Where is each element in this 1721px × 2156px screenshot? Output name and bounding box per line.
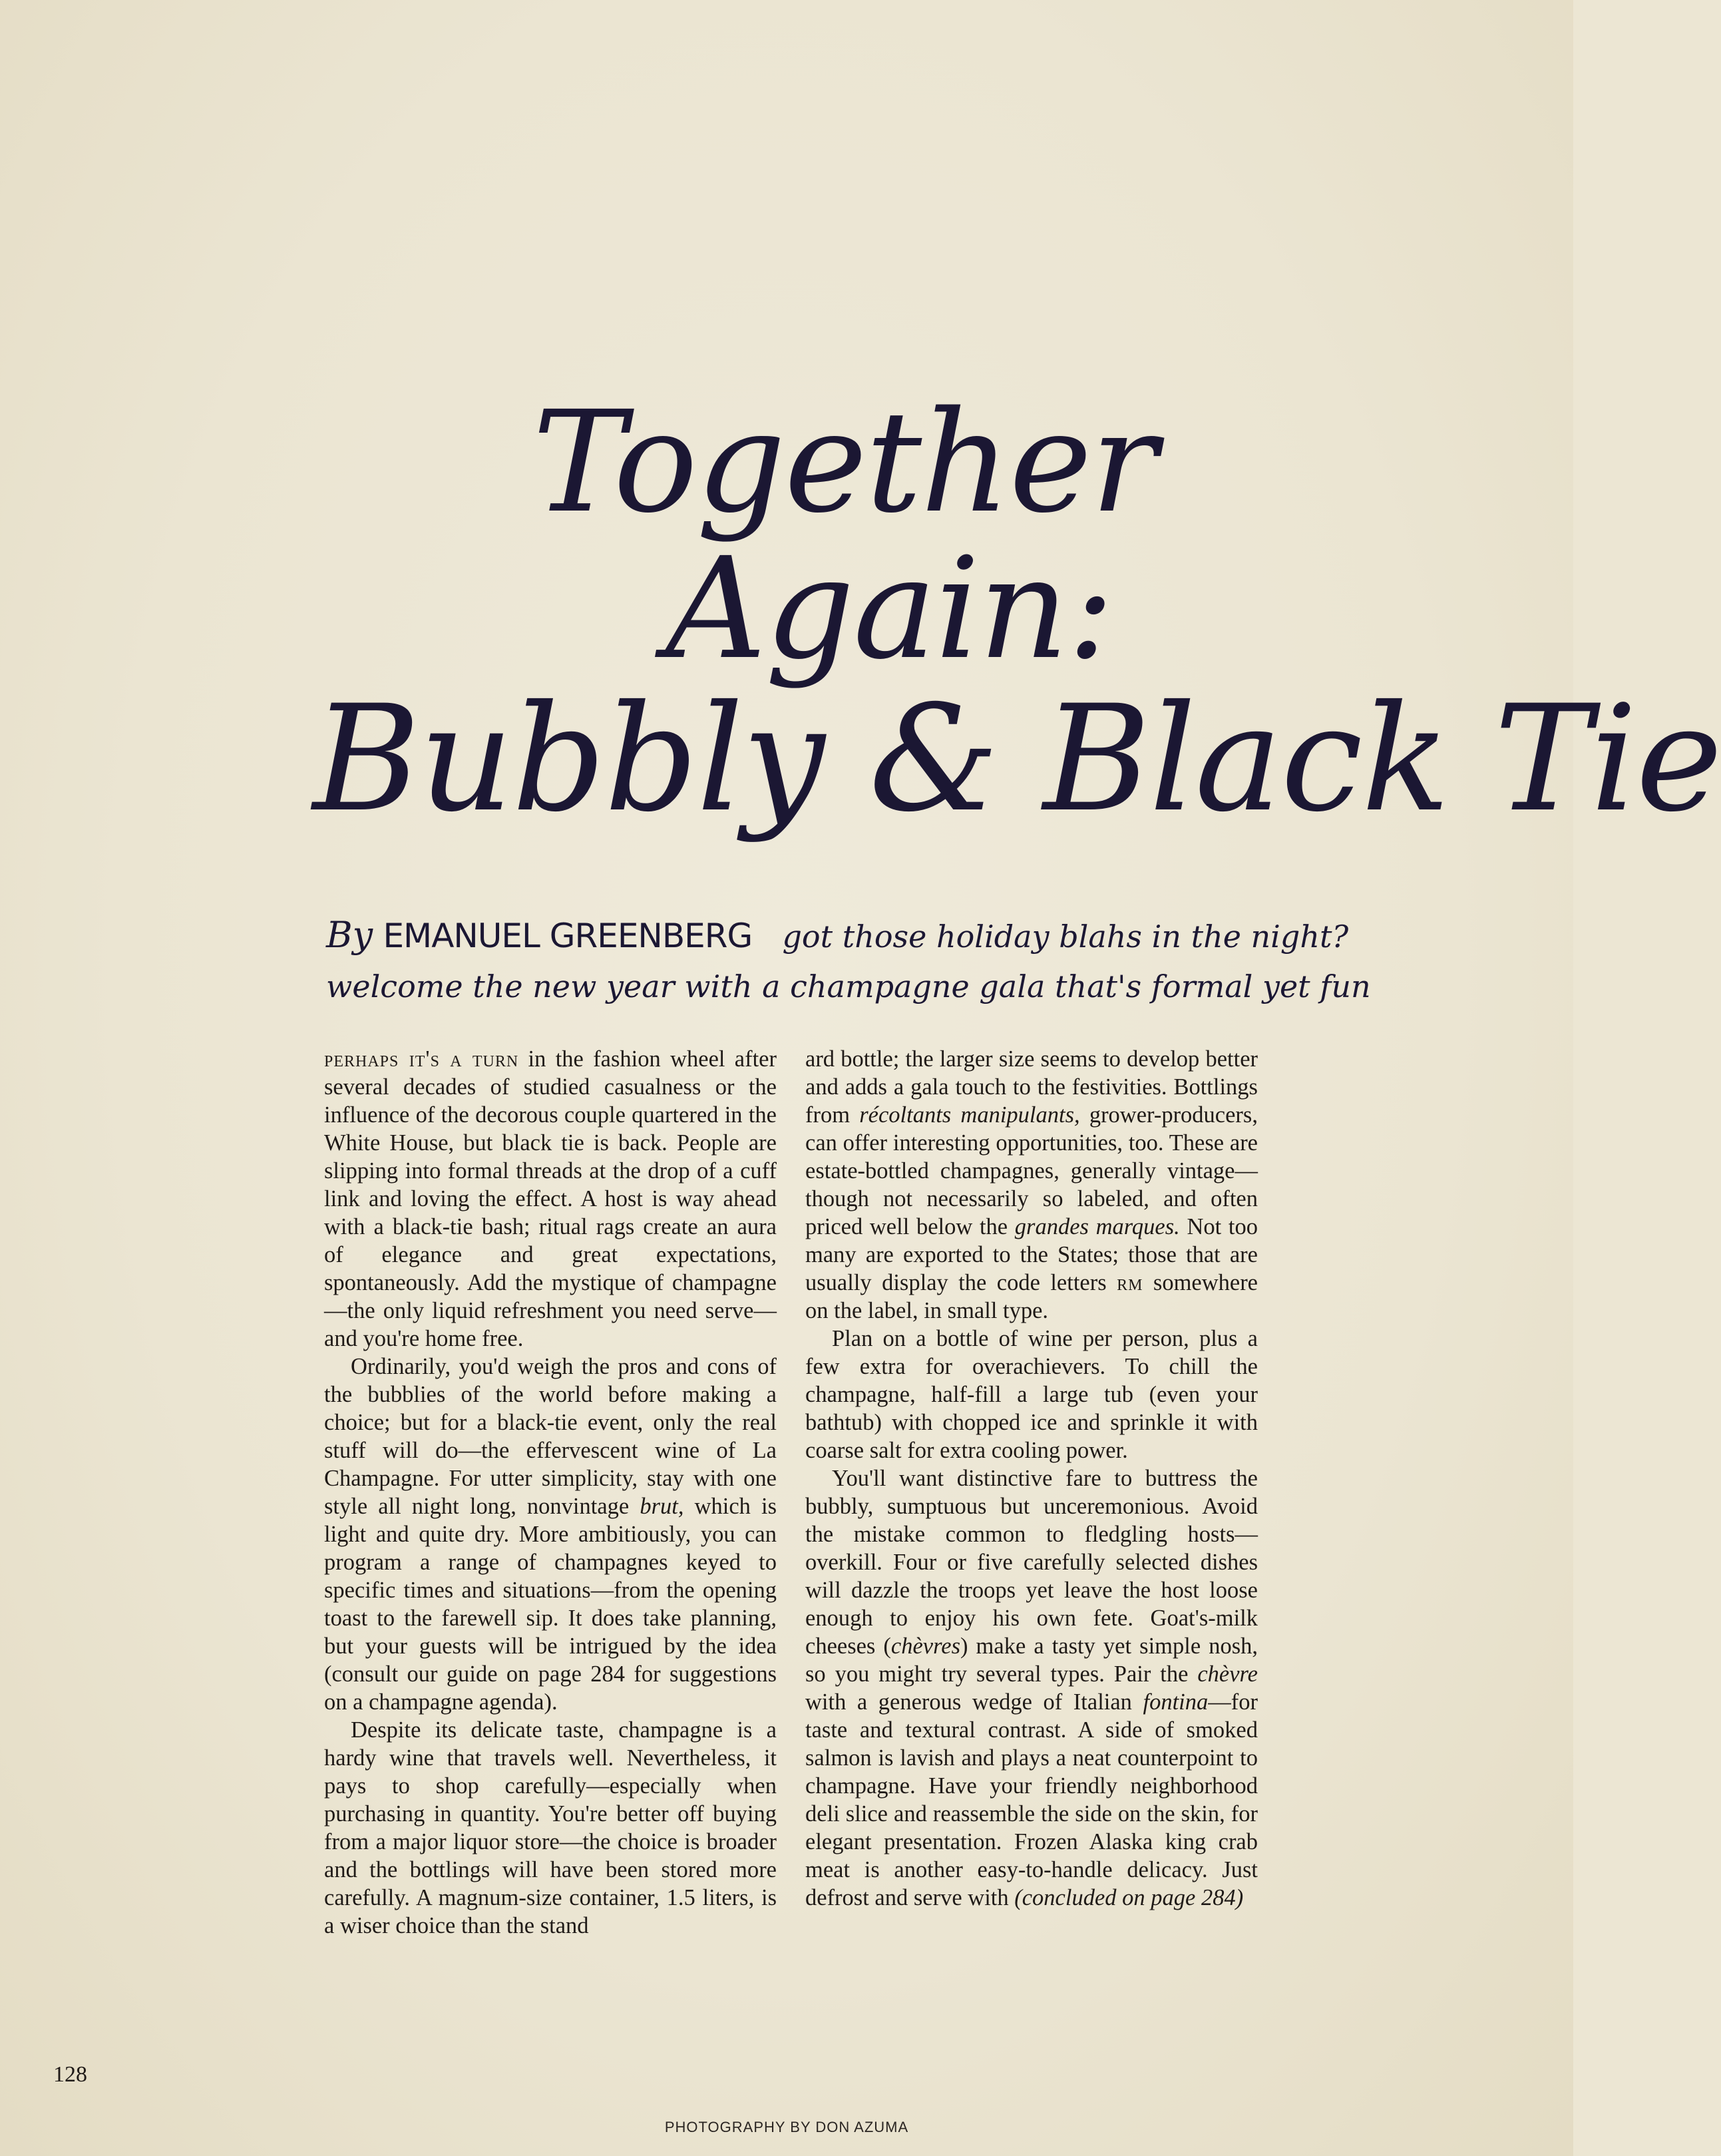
title-line-3: Bubbly & Black Tie bbox=[313, 674, 1721, 844]
lead-in: perhaps it's a turn bbox=[324, 1046, 519, 1072]
paragraph: Plan on a bottle of wine per person, plus a few extra for overachievers. To chill the champagne, half-fill a large tub (even your bathtub) with chopped ice and sprinkle it with coarse salt for extra cooling power. bbox=[805, 1326, 1258, 1463]
article-column-right bbox=[805, 1045, 1258, 1912]
paragraph: Ordinarily, you'd weigh the pros and cons of the bubblies of the world before making a choice; but for a black-tie event, only the real stuff will do—the effervescent wine of La Champagne. For utter simplicity, stay with one style all night long, nonvintage brut, which is light and quite dry. More ambitiously, you can program a range of champagnes keyed to specific times and situations—from the opening toast to the farewell sip. It does take planning, but your guests will be intrigued by the idea (consult our guide on page 284 for suggestions on a champagne agenda). bbox=[324, 1354, 777, 1715]
paragraph: Despite its delicate taste, champagne is a hardy wine that travels well. Nevertheless, it pays to shop carefully—especially when purchasing in quantity. You're better off buying from a major liquor store—the choice is broader and the bottlings will have been stored more carefully. A magnum-size container, 1.5 liters, is a wiser choice than the stand bbox=[324, 1717, 777, 1938]
author-name: EMANUEL GREENBERG bbox=[383, 917, 753, 955]
deck-line-1: got those holiday blahs in the night? bbox=[782, 919, 1349, 955]
deck-line-2: welcome the new year with a champagne gala that's formal yet fun bbox=[326, 969, 1371, 1004]
byline bbox=[326, 914, 1349, 956]
photo-credit: PHOTOGRAPHY BY DON AZUMA bbox=[664, 2119, 909, 2135]
byline-prefix: By bbox=[326, 914, 373, 956]
paragraph: You'll want distinctive fare to buttress the bubbly, sumptuous but unceremonious. Avoid the mistake common to fledgling hosts—overkill. Four or five carefully selected dishes will dazzle the troops yet leave the host loose enough to enjoy his own fete. Goat's-milk cheeses (chèvres) make a tasty yet simple nosh, so you might try several types. Pair the chèvre with a generous wedge of Italian fontina—for taste and textural contrast. A side of smoked salmon is lavish and plays a neat counterpoint to champagne. Have your friendly neighborhood deli slice and reassemble the side on the skin, for elegant presentation. Frozen Alaska king crab meat is another easy-to-handle delicacy. Just defrost and serve with (concluded on page 284) bbox=[805, 1466, 1258, 1910]
continued-note: (concluded on page 284) bbox=[1014, 1885, 1244, 1910]
article-title bbox=[313, 373, 1721, 879]
article-column-left bbox=[324, 1045, 777, 1940]
paragraph: perhaps it's a turn in the fashion wheel after several decades of studied casualness or the influence of the decorous couple quartered in the White House, but black tie is back. People are slipping into formal threads at the drop of a cuff link and loving the effect. A host is way ahead with a black-tie bash; ritual rags create an aura of elegance and great expectations, spontaneously. Add the mystique of champagne—the only liquid refreshment you need serve—and you're home free. bbox=[324, 1046, 777, 1351]
title-line-1: Together bbox=[532, 381, 1157, 544]
title-line-2: Again: bbox=[666, 527, 1113, 690]
paragraph: ard bottle; the larger size seems to develop better and adds a gala touch to the festivities. Bottlings from récoltants manipulants, grower-producers, can offer interesting opportunities, too. These are estate-bottled champagnes, generally vintage—though not necessarily so labeled, and often priced well below the grandes marques. Not too many are exported to the States; those that are usually display the code letters rm somewhere on the label, in small type. bbox=[805, 1046, 1258, 1323]
page-number: 128 bbox=[53, 2062, 87, 2087]
